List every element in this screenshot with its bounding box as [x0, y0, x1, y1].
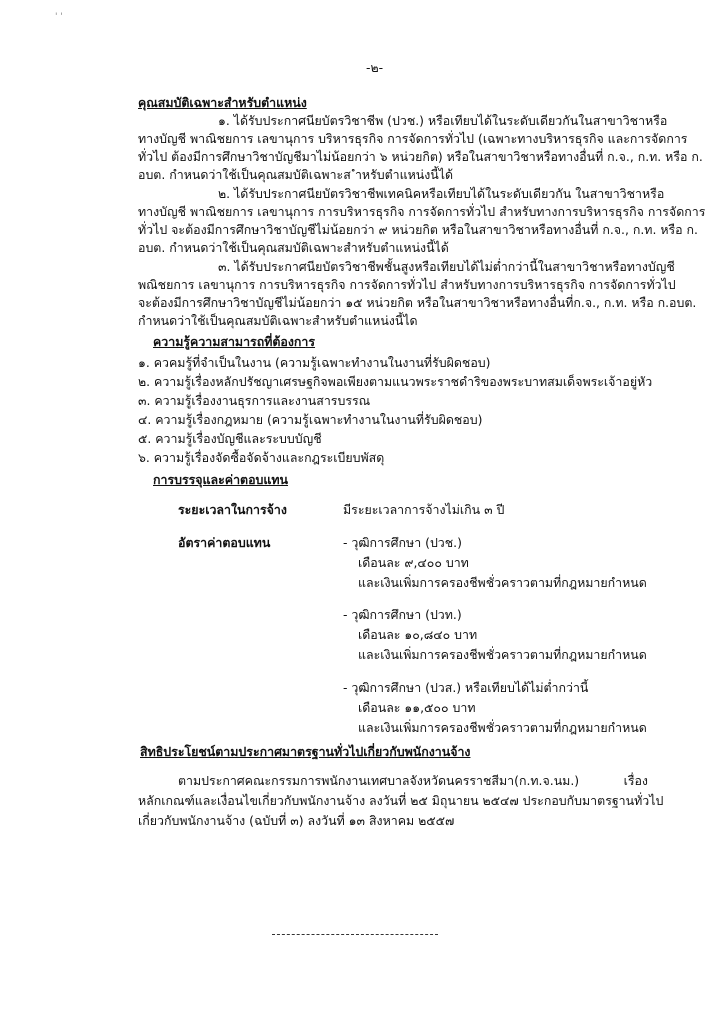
knowledge-item-2: ๒. ความรู้เรื่องหลักปรัชญาเศรษฐกิจพอเพียงตามแนวพระราชดำริของพระบาทสมเด็จพระเจ้าอยู่หัว: [138, 374, 653, 389]
qualification-2-line-1: ๒. ได้รับประกาศนียบัตรวิชาชีพเทคนิคหรือเทียบได้ในระดับเดียวกัน ในสาขาวิชาหรือ: [218, 186, 665, 201]
benefits-line-1: ตามประกาศคณะกรรมการพนักงานเทศบาลจังหวัดนครราชสีมา(ก.ท.จ.นม.) เรื่อง: [178, 773, 648, 788]
knowledge-item-5: ๕. ความรู้เรื่องบัญชีและระบบบัญชี: [138, 431, 322, 446]
qualifications-heading: คุณสมบัติเฉพาะสำหรับตำแหน่ง: [138, 95, 307, 110]
qualification-1-line-3: ทั่วไป ต้องมีการศึกษาวิชาบัญชีมาไม่น้อยกว่า ๖ หน่วยกิต) หรือในสาขาวิชาหรือทางอื่นที่ ก.จ., ก.ท. หรือ ก.: [138, 149, 703, 164]
pay-option-3-qualification: - วุฒิการศึกษา (ปวส.) หรือเทียบได้ไม่ต่ำกว่านี้: [343, 680, 589, 695]
employment-term-label: ระยะเวลาในการจ้าง: [178, 502, 287, 517]
knowledge-item-4: ๔. ความรู้เรื่องกฎหมาย (ความรู้เฉพาะทำงานในงานที่รับผิดชอบ): [138, 412, 483, 427]
pay-option-1-salary: เดือนละ ๙,๔๐๐ บาท: [358, 555, 469, 570]
pay-option-2-salary: เดือนละ ๑๐,๘๔๐ บาท: [358, 627, 478, 642]
pay-option-2-extra: และเงินเพิ่มการครองชีพชั่วคราวตามที่กฎหมายกำหนด: [358, 647, 647, 662]
footer-divider: [272, 934, 438, 935]
benefits-heading: สิทธิประโยชน์ตามประกาศมาตรฐานทั่วไปเกี่ยวกับพนักงานจ้าง: [140, 744, 471, 759]
page-number: -๒-: [366, 60, 384, 75]
qualification-3-line-3: จะต้องมีการศึกษาวิชาบัญชีไม่น้อยกว่า ๑๕ หน่วยกิต หรือในสาขาวิชาหรือทางอื่นที่ก.จ., ก.ท. หรือ ก.อบต.: [138, 295, 697, 310]
qualification-3-line-4: กำหนดว่าใช้เป็นคุณสมบัติเฉพาะสำหรับตำแหน่งนี้ได: [138, 313, 418, 328]
qualification-2-line-2: ทางบัญชี พาณิชยการ เลขานุการ การบริหารธุรกิจ การจัดการทั่วไป สำหรับทางการบริหารธุรกิจ การจัดการ: [138, 204, 706, 219]
knowledge-item-6: ๖. ความรู้เรื่องจัดซื้อจัดจ้างและกฎระเบียบพัสดุ: [138, 450, 385, 465]
qualification-3-line-1: ๓. ได้รับประกาศนียบัตรวิชาชีพชั้นสูงหรือเทียบได้ไม่ต่ำกว่านี้ในสาขาวิชาหรือทางบัญชี: [218, 259, 675, 274]
knowledge-item-3: ๓. ความรู้เรื่องงานธุรการและงานสารบรรณ: [138, 393, 371, 408]
benefits-line-2: หลักเกณฑ์และเงื่อนไขเกี่ยวกับพนักงานจ้าง ลงวันที่ ๒๕ มิถุนายน ๒๕๔๗ ประกอบกับมาตรฐานทั่วไป: [138, 793, 664, 808]
qualification-2-line-4: อบต. กำหนดว่าใช้เป็นคุณสมบัติเฉพาะสำหรับตำแหน่งนี้ได้: [138, 240, 449, 255]
knowledge-heading: ความรู้ความสามารถที่ต้องการ: [153, 334, 316, 349]
qualification-1-line-2: ทางบัญชี พาณิชยการ เลขานุการ บริหารธุรกิจ การจัดการทั่วไป (เฉพาะทางบริหารธุรกิจ และการจัดการ: [138, 131, 688, 146]
benefits-line-3: เกี่ยวกับพนักงานจ้าง (ฉบับที่ ๓) ลงวันที่ ๑๓ สิงหาคม ๒๕๕๗: [138, 813, 455, 828]
employment-term-value: มีระยะเวลาการจ้างไม่เกิน ๓ ปี: [343, 502, 505, 517]
qualification-3-line-2: พณิชยการ เลขานุการ การบริหารธุรกิจ การจัดการทั่วไป สำหรับทางการบริหารธุรกิจ การจัดการทั่วไป: [138, 277, 676, 292]
pay-option-1-qualification: - วุฒิการศึกษา (ปวช.): [343, 535, 462, 550]
employment-pay-label: อัตราค่าตอบแทน: [178, 535, 271, 550]
qualification-1-line-4: อบต. กำหนดว่าใช้เป็นคุณสมบัติเฉพาะส ำหรับตำแหน่งนี้ได้: [138, 167, 454, 182]
pay-option-2-qualification: - วุฒิการศึกษา (ปวท.): [343, 607, 462, 622]
pay-option-1-extra: และเงินเพิ่มการครองชีพชั่วคราวตามที่กฎหมายกำหนด: [358, 575, 647, 590]
qualification-1-line-1: ๑. ได้รับประกาศนียบัตรวิชาชีพ (ปวช.) หรือเทียบได้ในระดับเดียวกันในสาขาวิชาหรือ: [218, 113, 668, 128]
pay-option-3-extra: และเงินเพิ่มการครองชีพชั่วคราวตามที่กฎหมายกำหนด: [358, 720, 647, 735]
knowledge-item-1: ๑. ควคมรู้ที่จำเป็นในงาน (ความรู้เฉพาะทำงานในงานที่รับผิดชอบ): [138, 355, 491, 370]
qualification-2-line-3: ทั่วไป จะต้องมีการศึกษาวิชาบัญชีไม่น้อยกว่า ๙ หน่วยกิต หรือในสาขาวิชาหรือทางอื่นที่ ก.จ., ก.ท. หรือ ก.: [138, 222, 698, 237]
pay-option-3-salary: เดือนละ ๑๑,๕๐๐ บาท: [358, 700, 476, 715]
employment-heading: การบรรจุและค่าตอบแทน: [153, 472, 289, 487]
corner-mark: ' ': [55, 12, 63, 22]
